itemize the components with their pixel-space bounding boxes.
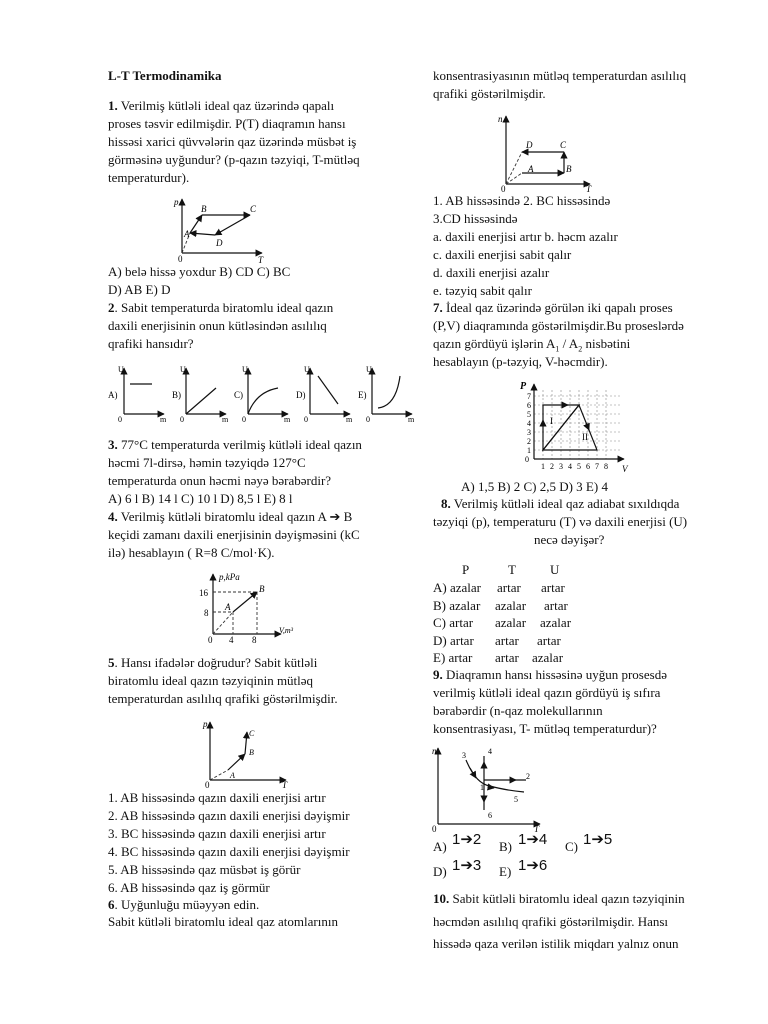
q5-line-2: biratomlu ideal qazın təzyiqinin mütləq xyxy=(108,673,314,688)
svg-text:m: m xyxy=(284,415,291,424)
q1-segment-cd xyxy=(215,215,250,235)
svg-text:2: 2 xyxy=(527,437,531,446)
q2-graph-e xyxy=(358,365,415,424)
svg-text:P: P xyxy=(520,381,527,392)
q10-number: 10. xyxy=(433,891,450,906)
q10-line-2: həcmdən asılılıq qrafiki göstərilmişdir. Hansı xyxy=(433,914,669,929)
q10-line-1: 10. Sabit kütləli biratomlu ideal qazın təzyiqinin xyxy=(433,891,685,906)
q4-line-3: ilə) hesablayın ( R=8 C/mol·K). xyxy=(108,545,275,560)
q6-line-1: 6. Uyğunluğu müəyyən edin. xyxy=(108,897,260,912)
arrow-right-icon: ➔ xyxy=(526,831,539,848)
svg-text:B: B xyxy=(566,164,572,174)
svg-text:3: 3 xyxy=(559,462,563,471)
q1-line-3: hissəsi xarici qüvvələrin qaz üzərində müsbət iş xyxy=(108,134,357,149)
q2-graphs xyxy=(106,362,416,422)
q5-statement-4: 4. BC hissəsində qazın daxili enerjisi dəyişmir xyxy=(108,844,350,859)
q2-graph-b xyxy=(172,365,229,424)
q4-line-2: keçidi zamanı daxili enerjisinin dəyişməsini (kC xyxy=(108,527,360,542)
svg-text:8: 8 xyxy=(204,608,209,618)
svg-text:D): D) xyxy=(296,390,306,400)
q1-segment-da xyxy=(190,233,215,235)
q2-graph-c xyxy=(234,365,291,424)
q5-line-1: 5. Hansı ifadələr doğrudur? Sabit kütləli xyxy=(108,655,318,670)
q1-answers-1: A) belə hissə yoxdur B) CD C) BC xyxy=(108,264,291,279)
q5-statement-5: 5. AB hissəsində qaz müsbət iş görür xyxy=(108,862,301,877)
svg-text:4: 4 xyxy=(229,635,234,645)
q2-graph-d xyxy=(296,365,353,424)
svg-text:0: 0 xyxy=(208,635,213,645)
q2-line-1: 2. Sabit temperaturda biratomlu ideal qazın xyxy=(108,300,334,315)
svg-text:B: B xyxy=(259,584,265,594)
q2-line-3: qrafiki hansıdır? xyxy=(108,336,194,351)
svg-text:1: 1 xyxy=(541,462,545,471)
q7-line-1: 7. İdeal qaz üzərində görülən iki qapalı proses xyxy=(433,300,673,315)
q9-line-3: bərabərdir (n-qaz molekullarının xyxy=(433,703,603,718)
q1-line-5: temperaturdur). xyxy=(108,170,190,185)
q6-option-3: a. daxili enerjisi artır b. həcm azalır xyxy=(433,229,618,244)
svg-text:8: 8 xyxy=(252,635,257,645)
q1-point-d: D xyxy=(216,238,223,248)
svg-text:A): A) xyxy=(108,390,118,400)
q9-number: 9. xyxy=(433,667,443,682)
q7-line-3: qazın gördüyü işlərin $A_1 / A_2$ nisbətini xyxy=(433,336,631,354)
svg-text:p,kPa: p,kPa xyxy=(219,572,240,582)
q6-option-5: d. daxili enerjisi azalır xyxy=(433,265,550,280)
q5-statement-2: 2. AB hissəsində qazın daxili enerjisi dəyişmir xyxy=(108,808,350,823)
q5-statement-1: 1. AB hissəsində qazın daxili enerjisi artır xyxy=(108,790,326,805)
q1-line-2: proses təsvir edilmişdir. P(T) diaqramın hansı xyxy=(108,116,346,131)
q7-x-ticks xyxy=(541,462,608,471)
q6-cont-2: qrafiki göstərilmişdir. xyxy=(433,86,546,101)
svg-text:T: T xyxy=(282,780,288,790)
q8-header-t: T xyxy=(508,562,516,577)
svg-text:0: 0 xyxy=(501,184,506,194)
q9-line-1: 9. Diaqramın hansı hissəsinə uyğun prosesdə xyxy=(433,667,667,682)
svg-text:16: 16 xyxy=(199,588,208,598)
svg-text:4: 4 xyxy=(527,419,531,428)
svg-text:A: A xyxy=(230,771,235,780)
svg-text:0: 0 xyxy=(118,415,122,424)
q4-number: 4. xyxy=(108,509,118,524)
q1-pt-diagram xyxy=(170,195,270,265)
svg-text:V: V xyxy=(622,464,628,474)
q4-line-1: 4. Verilmiş kütləli biratomlu ideal qazın A ➔ B xyxy=(108,509,353,524)
svg-text:T: T xyxy=(534,824,540,834)
svg-text:C: C xyxy=(249,729,255,738)
svg-text:C: C xyxy=(560,140,567,150)
svg-text:U: U xyxy=(366,365,372,374)
q8-line-2: təzyiqi (p), temperaturu (T) və daxili enerjisi (U) xyxy=(433,514,688,529)
svg-text:II: II xyxy=(582,432,588,442)
q8-header-p: P xyxy=(462,562,470,577)
q2-line-2: daxili enerjisinin onun kütləsindən asılılıq xyxy=(108,318,327,333)
q3-line-3: temperaturda onun həcmi nəyə bərabərdir? xyxy=(108,473,332,488)
q3-number: 3. xyxy=(108,437,118,452)
q6-number: 6 xyxy=(108,897,115,912)
q5-line-3: temperaturdan asılılıq qrafiki göstərilmişdir. xyxy=(108,691,338,706)
q3-line-2: həcmi 7l-dirsə, həmin təzyiqdə 127°C xyxy=(108,455,306,470)
arrow-right-icon: ➔ xyxy=(329,509,341,524)
svg-text:1: 1 xyxy=(527,446,531,455)
q9-line-2: verilmiş kütləli ideal qazın gördüyü iş sıfıra xyxy=(433,685,661,700)
q2-number: 2 xyxy=(108,300,115,315)
svg-text:U: U xyxy=(180,365,186,374)
q9-line-4: konsentrasiyası, T- mütləq temperaturdur)? xyxy=(433,721,657,736)
svg-text:5: 5 xyxy=(527,410,531,419)
svg-text:C): C) xyxy=(234,390,243,400)
svg-text:U: U xyxy=(304,365,310,374)
q1-line-1: 1. Verilmiş kütləli ideal qaz üzərində qapalı xyxy=(108,98,335,113)
q1-point-c: C xyxy=(250,204,257,214)
svg-text:6: 6 xyxy=(527,401,531,410)
svg-text:3: 3 xyxy=(527,428,531,437)
svg-text:2: 2 xyxy=(526,772,530,781)
q1-segment-ab xyxy=(190,215,202,233)
svg-text:B: B xyxy=(249,748,254,757)
svg-text:5: 5 xyxy=(514,795,518,804)
q8-header-u: U xyxy=(550,562,560,577)
svg-text:7: 7 xyxy=(595,462,599,471)
q7-answers: A) 1,5 B) 2 C) 2,5 D) 3 E) 4 xyxy=(461,479,608,494)
svg-text:4: 4 xyxy=(488,747,492,756)
q5-statement-3: 3. BC hissəsində qazın daxili enerjisi artır xyxy=(108,826,326,841)
q7-pv-diagram xyxy=(512,380,637,475)
arrow-right-icon: ➔ xyxy=(460,831,473,848)
q8-line-3: necə dəyişər? xyxy=(534,532,605,547)
svg-text:2: 2 xyxy=(550,462,554,471)
svg-text:n: n xyxy=(432,746,437,756)
q7-grid xyxy=(534,390,622,459)
q1-point-b: B xyxy=(201,204,207,214)
q7-y-ticks xyxy=(527,392,531,455)
svg-text:E): E) xyxy=(358,390,367,400)
svg-text:D: D xyxy=(526,140,533,150)
q1-line-4: görməsinə uyğundur? (p-qazın təzyiqi, T-mütləq xyxy=(108,152,360,167)
q1-label-origin: 0 xyxy=(178,254,183,264)
q3-line-1: 3. 77°C temperaturda verilmiş kütləli ideal qazın xyxy=(108,437,362,452)
svg-text:0: 0 xyxy=(180,415,184,424)
q8-line-1: 8. Verilmiş kütləli ideal qaz adiabat sıxıldıqda xyxy=(441,496,680,511)
svg-text:m: m xyxy=(160,415,167,424)
q1-label-t: T xyxy=(258,255,264,265)
svg-text:0: 0 xyxy=(525,455,529,464)
svg-text:1: 1 xyxy=(480,783,484,792)
q5-number: 5 xyxy=(108,655,115,670)
q5-pt-diagram xyxy=(200,718,295,788)
svg-text:U: U xyxy=(118,365,124,374)
svg-text:m: m xyxy=(222,415,229,424)
q6-nt-diagram xyxy=(492,112,602,194)
svg-text:m: m xyxy=(346,415,353,424)
q6-cont-1: konsentrasiyasının mütləq temperaturdan asılılıq xyxy=(433,68,687,83)
svg-text:A: A xyxy=(528,164,534,174)
q5-statement-6: 6. AB hissəsində qaz iş görmür xyxy=(108,880,270,895)
arrow-right-icon: ➔ xyxy=(591,831,604,848)
svg-text:T: T xyxy=(586,184,592,194)
svg-text:5: 5 xyxy=(577,462,581,471)
svg-text:n: n xyxy=(498,114,503,124)
q1-label-p: p xyxy=(174,197,179,207)
svg-text:4: 4 xyxy=(568,462,572,471)
q6-option-1: 1. AB hissəsində 2. BC hissəsində xyxy=(433,193,611,208)
svg-text:0: 0 xyxy=(366,415,370,424)
q3-answers: A) 6 l B) 14 l C) 10 l D) 8,5 l E) 8 l xyxy=(108,491,293,506)
q7-number: 7. xyxy=(433,300,443,315)
svg-text:I: I xyxy=(550,416,553,426)
svg-text:0: 0 xyxy=(432,824,437,834)
svg-text:7: 7 xyxy=(527,392,531,401)
q7-line-4: hesablayın (p-təzyiq, V-həcmdir). xyxy=(433,354,608,369)
q6-option-4: c. daxili enerjisi sabit qalır xyxy=(433,247,572,262)
svg-text:0: 0 xyxy=(242,415,246,424)
q9-nt-diagram xyxy=(428,744,548,834)
arrow-right-icon: ➔ xyxy=(526,857,539,874)
q1-number: 1. xyxy=(108,98,118,113)
svg-text:6: 6 xyxy=(488,811,492,820)
q1-point-a: A xyxy=(184,229,190,239)
q10-line-3: hissədə qaza verilən istilik miqdarı yalnız onun xyxy=(433,936,679,951)
q1-answers-2: D) AB E) D xyxy=(108,282,171,297)
svg-text:V,m³: V,m³ xyxy=(279,626,294,635)
q2-graph-a xyxy=(108,365,167,424)
q8-number: 8. xyxy=(441,496,451,511)
arrow-right-icon: ➔ xyxy=(460,857,473,874)
svg-text:6: 6 xyxy=(586,462,590,471)
svg-text:0: 0 xyxy=(304,415,308,424)
svg-text:U: U xyxy=(242,365,248,374)
q7-line-2: (P,V) diaqramında göstərilmişdir.Bu proseslərdə xyxy=(433,318,684,333)
q6-line-2: Sabit kütləli biratomlu ideal qaz atomlarının xyxy=(108,914,338,929)
svg-text:A: A xyxy=(225,602,231,612)
svg-text:8: 8 xyxy=(604,462,608,471)
svg-text:3: 3 xyxy=(462,751,466,760)
q6-option-2: 3.CD hissəsində xyxy=(433,211,518,226)
svg-text:m: m xyxy=(408,415,415,424)
svg-text:0: 0 xyxy=(205,780,210,790)
q4-pv-diagram xyxy=(195,568,315,643)
svg-text:B): B) xyxy=(172,390,181,400)
title: L-T Termodinamika xyxy=(108,68,222,83)
svg-text:p: p xyxy=(203,719,208,729)
q6-option-6: e. təzyiq sabit qalır xyxy=(433,283,532,298)
